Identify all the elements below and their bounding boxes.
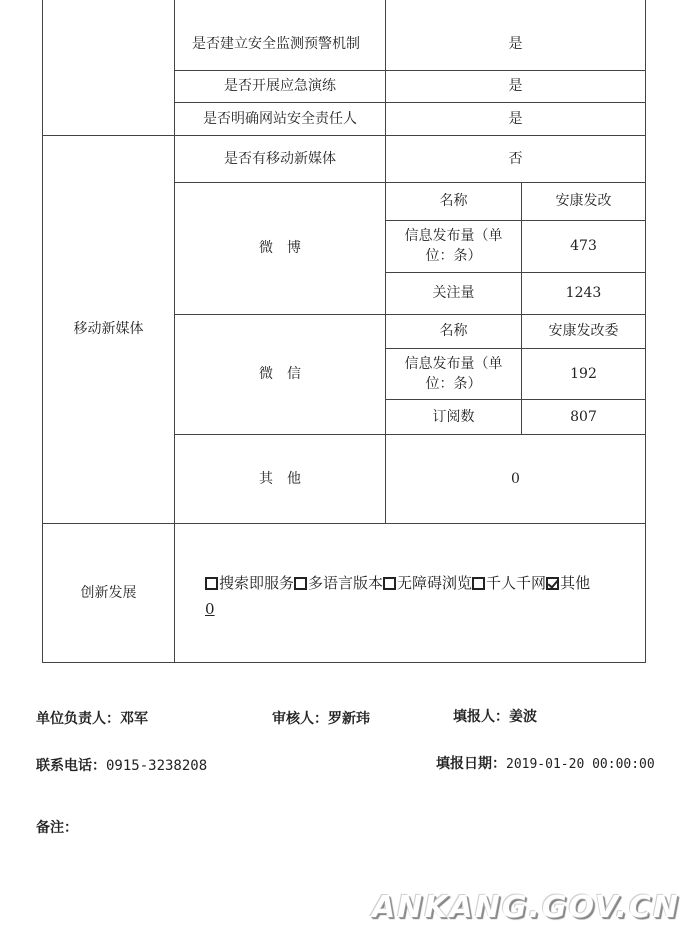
- option-personalized[interactable]: 千人千网: [472, 574, 546, 592]
- other-value: 0: [511, 470, 520, 487]
- drill-label: 是否开展应急演练: [224, 78, 336, 94]
- contact-phone: 联系电话：0915-3238208: [36, 758, 208, 774]
- filler: 填报人：姜波: [453, 709, 537, 725]
- watermark: ANKANG.GOV.CN: [371, 890, 680, 925]
- weixin-sub-label: 订阅数: [432, 408, 475, 425]
- checkbox-checked-icon[interactable]: [546, 577, 559, 590]
- reviewer: 审核人：罗新玮: [272, 711, 370, 727]
- weibo-name-value: 安康发改: [555, 193, 612, 209]
- notes-label: 备注：: [36, 820, 78, 836]
- option-accessibility[interactable]: 无障碍浏览: [383, 574, 472, 592]
- option-search-service[interactable]: 搜索即服务: [205, 574, 294, 592]
- weixin-label: 微 信: [259, 366, 301, 382]
- weibo-label: 微 博: [259, 240, 301, 256]
- other-label: 其 他: [259, 470, 301, 487]
- weibo-posts-value: 473: [570, 238, 597, 254]
- checkbox-icon[interactable]: [205, 577, 218, 590]
- mobile-section-label: 移动新媒体: [73, 321, 144, 337]
- fill-date: 填报日期：2019-01-20 00:00:00: [436, 756, 655, 772]
- responsible-label: 是否明确网站安全责任人: [203, 110, 357, 127]
- responsible-value: 是: [508, 110, 523, 127]
- innovation-other-value: 0: [205, 600, 215, 618]
- weixin-sub-value: 807: [570, 408, 597, 425]
- checkbox-icon[interactable]: [294, 577, 307, 590]
- weibo-posts-label: 信息发布量（单位：条）: [404, 228, 503, 264]
- checkbox-icon[interactable]: [472, 577, 485, 590]
- weixin-name-label: 名称: [439, 323, 468, 339]
- weibo-follow-label: 关注量: [432, 285, 475, 301]
- weixin-posts-label: 信息发布量（单位：条）: [404, 355, 503, 392]
- has-mobile-value: 否: [508, 150, 523, 167]
- weibo-name-label: 名称: [439, 193, 468, 209]
- checkbox-icon[interactable]: [383, 577, 396, 590]
- weixin-name-value: 安康发改委: [548, 323, 619, 339]
- monitoring-label: 是否建立安全监测预警机制: [192, 36, 360, 52]
- weixin-posts-value: 192: [570, 365, 597, 382]
- innovation-options: [205, 570, 645, 622]
- weibo-follow-value: 1243: [565, 285, 602, 301]
- monitoring-value: 是: [508, 36, 523, 52]
- option-other[interactable]: 其他: [546, 574, 590, 592]
- option-multilingual[interactable]: 多语言版本: [294, 574, 383, 592]
- unit-head: 单位负责人：邓军: [36, 711, 148, 727]
- has-mobile-label: 是否有移动新媒体: [224, 150, 336, 167]
- drill-value: 是: [508, 78, 523, 94]
- innovation-label: 创新发展: [80, 584, 137, 601]
